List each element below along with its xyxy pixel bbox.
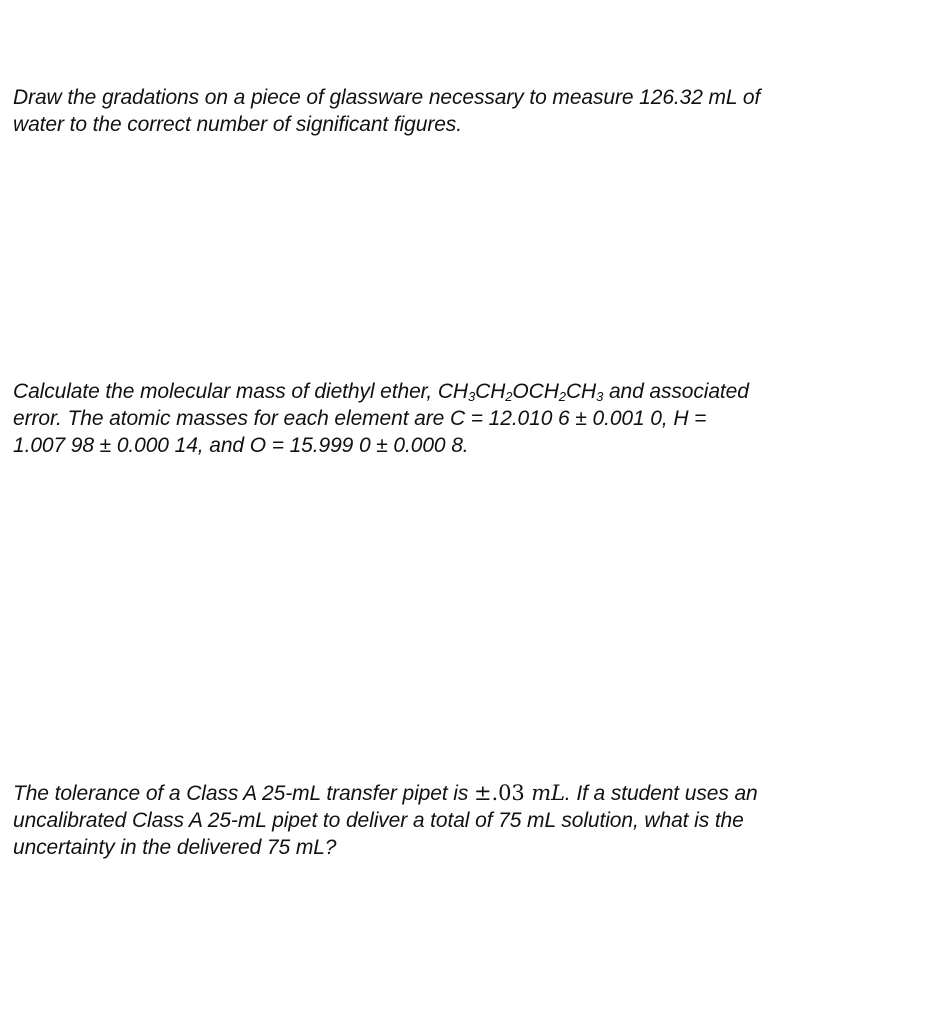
tolerance-math [474, 781, 565, 805]
formula-subscript: 3 [468, 389, 476, 404]
question-3-line-2: uncalibrated Class A 25-mL pipet to deliver a total of 75 mL solution, what is the [13, 809, 744, 832]
formula-subscript: 2 [558, 389, 566, 404]
question-3-line-1 [13, 780, 913, 807]
question-1 [13, 84, 913, 138]
tolerance-unit: mL [531, 781, 565, 805]
question-2-suffix: and associated [603, 380, 749, 403]
question-3 [13, 780, 913, 861]
question-1-line-1: Draw the gradations on a piece of glassware necessary to measure 126.32 mL of [13, 86, 761, 109]
formula-subscript: 2 [505, 389, 513, 404]
question-3-line-3: uncertainty in the delivered 75 mL? [13, 836, 337, 859]
formula-part: CH [437, 380, 468, 403]
tolerance-value: ±.03 [474, 781, 525, 805]
question-3-suffix: . If a student uses an [564, 782, 758, 805]
question-2-line-2: error. The atomic masses for each element are C = 12.010 6 ± 0.001 0, H = [13, 407, 707, 430]
question-2-prefix: Calculate the molecular mass of diethyl ether, [13, 380, 438, 403]
question-2 [13, 378, 913, 459]
question-2-line-3: 1.007 98 ± 0.000 14, and O = 15.999 0 ± 0.000 8. [13, 434, 469, 457]
formula-part: CH [475, 380, 506, 403]
diethyl-ether-formula [438, 380, 603, 403]
question-2-line-1 [13, 378, 913, 405]
formula-part: OCH [512, 380, 559, 403]
question-3-prefix: The tolerance of a Class A 25-mL transfer pipet is [13, 782, 475, 805]
formula-part: CH [565, 380, 597, 403]
question-1-line-2: water to the correct number of significant figures. [13, 113, 462, 136]
formula-subscript: 3 [596, 389, 604, 404]
